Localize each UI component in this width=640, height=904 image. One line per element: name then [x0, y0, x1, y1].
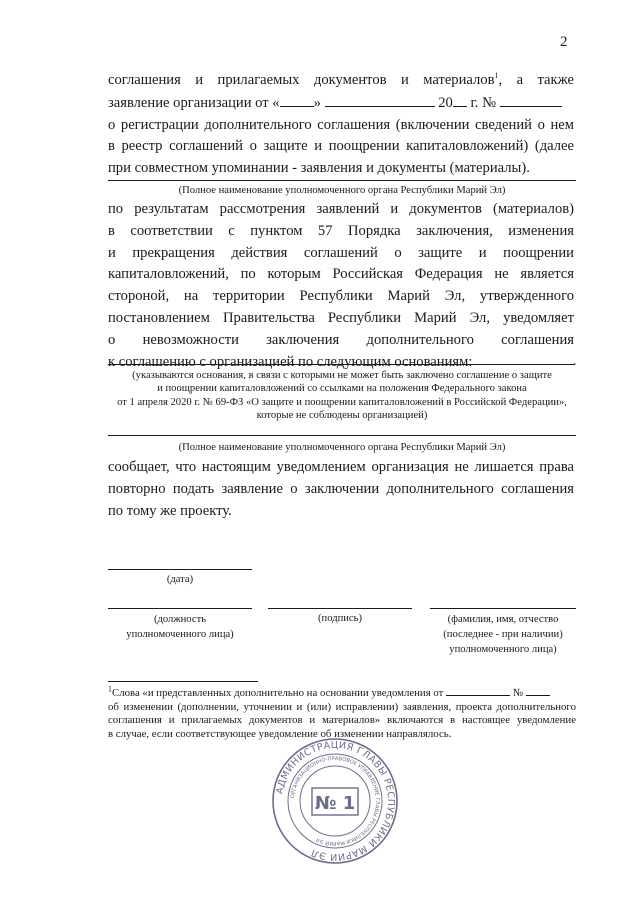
text-line: сообщает, что настоящим уведомлением организация не лишается права [108, 459, 574, 475]
text-line: о невозможности заключения дополнительного соглашения [108, 331, 574, 348]
official-seal-icon [270, 736, 400, 866]
footnote-ref: 1 [494, 71, 499, 81]
text-line: по результатам рассмотрения заявлений и документов (материалов) [108, 201, 574, 217]
position-caption: (должность уполномоченного лица) [126, 614, 234, 640]
grounds-caption: (указываются основания, в связи с которыми не может быть заключено соглашение о защите и поощрении капиталовложений со ссылками на положения Федерального закона от 1 апреля 2020 г. № 69-ФЗ «О защите и поощрении капиталовложений в Российской Федерации», которые не соблюдены организацией) [117, 370, 567, 422]
blank-number [500, 92, 562, 107]
footnote-line: соглашения и прилагаемых документов и материалов» включаются в настоящее уведомление [108, 714, 576, 727]
grounds-end-mark: . [573, 354, 577, 369]
authority-line-2 [108, 435, 576, 436]
authority-caption: (Полное наименование уполномоченного органа Республики Марий Эл) [178, 185, 506, 196]
seal-number: № 1 [314, 793, 356, 814]
text-line: по тому же проекту. [108, 502, 232, 519]
name-line [430, 608, 576, 609]
text-line: в соответствии с пунктом 57 Порядка заключения, изменения [108, 222, 574, 239]
paragraph-decision [108, 199, 574, 373]
text-line: капиталовложений, по которым Российская Федерация не является [108, 266, 574, 283]
footnote [108, 685, 576, 741]
grounds-line [108, 364, 574, 365]
text-line: стороной, на территории Республики Марий Эл, утвержденного [108, 288, 574, 305]
date-caption: (дата) [166, 574, 194, 585]
authority-caption-2: (Полное наименование уполномоченного органа Республики Марий Эл) [178, 442, 506, 453]
footnote-line: в случае, если соответствующее уведомление об изменении направлялось. [108, 727, 452, 740]
seal-inner-text: ОРГАНИЗАЦИОННО-ПРАВОВОЕ УПРАВЛЕНИЕ ГЛАВЫ РЕСПУБЛИКИ МАРИЙ ЭЛ [290, 755, 381, 847]
text-line: к соглашению с организацией по следующим основаниям: [108, 353, 473, 370]
signature-line [268, 608, 412, 609]
footnote-line: $^1$Слова «и представленных дополнительно на основании уведомления от № [108, 685, 576, 701]
text-line: постановлением Правительства Республики Марий Эл, уведомляет [108, 309, 574, 326]
authority-line [108, 180, 576, 181]
footnote-separator [108, 681, 258, 682]
footnote-line: об изменении (дополнении, уточнении и (или) исправлении) заявления, проекта дополнительного [108, 700, 576, 713]
text-line: заявление организации от « » 20 г. № [108, 92, 574, 115]
text-line: повторно подать заявление о заключении дополнительного соглашения [108, 480, 574, 497]
blank-month [325, 92, 435, 107]
blank-number [526, 685, 550, 696]
name-caption: (фамилия, имя, отчество (последнее - при наличии) уполномоченного лица) [443, 614, 563, 655]
blank-date [446, 685, 510, 696]
paragraph-application [108, 70, 574, 180]
position-line [108, 608, 252, 609]
text-line: соглашения и прилагаемых документов и материалов$^1$, а также [108, 71, 574, 88]
blank-year [453, 92, 467, 107]
text-line: при совместном упоминании - заявления и документы (материалы). [108, 160, 530, 177]
seal-outer-text: АДМИНИСТРАЦИЯ ГЛАВЫ РЕСПУБЛИКИ МАРИЙ ЭЛ [274, 739, 397, 863]
page-number: 2 [560, 34, 568, 50]
text-line: в реестр соглашений о защите и поощрении капиталовложений) (далее [108, 138, 574, 155]
blank-day [280, 92, 314, 107]
text-line: о регистрации дополнительного соглашения (включении сведений о нем [108, 116, 574, 133]
date-line [108, 569, 252, 570]
paragraph-resubmission [108, 457, 574, 522]
text-line: и прекращения действия соглашений о защите и поощрении [108, 244, 574, 261]
signature-caption: (подпись) [318, 613, 362, 624]
